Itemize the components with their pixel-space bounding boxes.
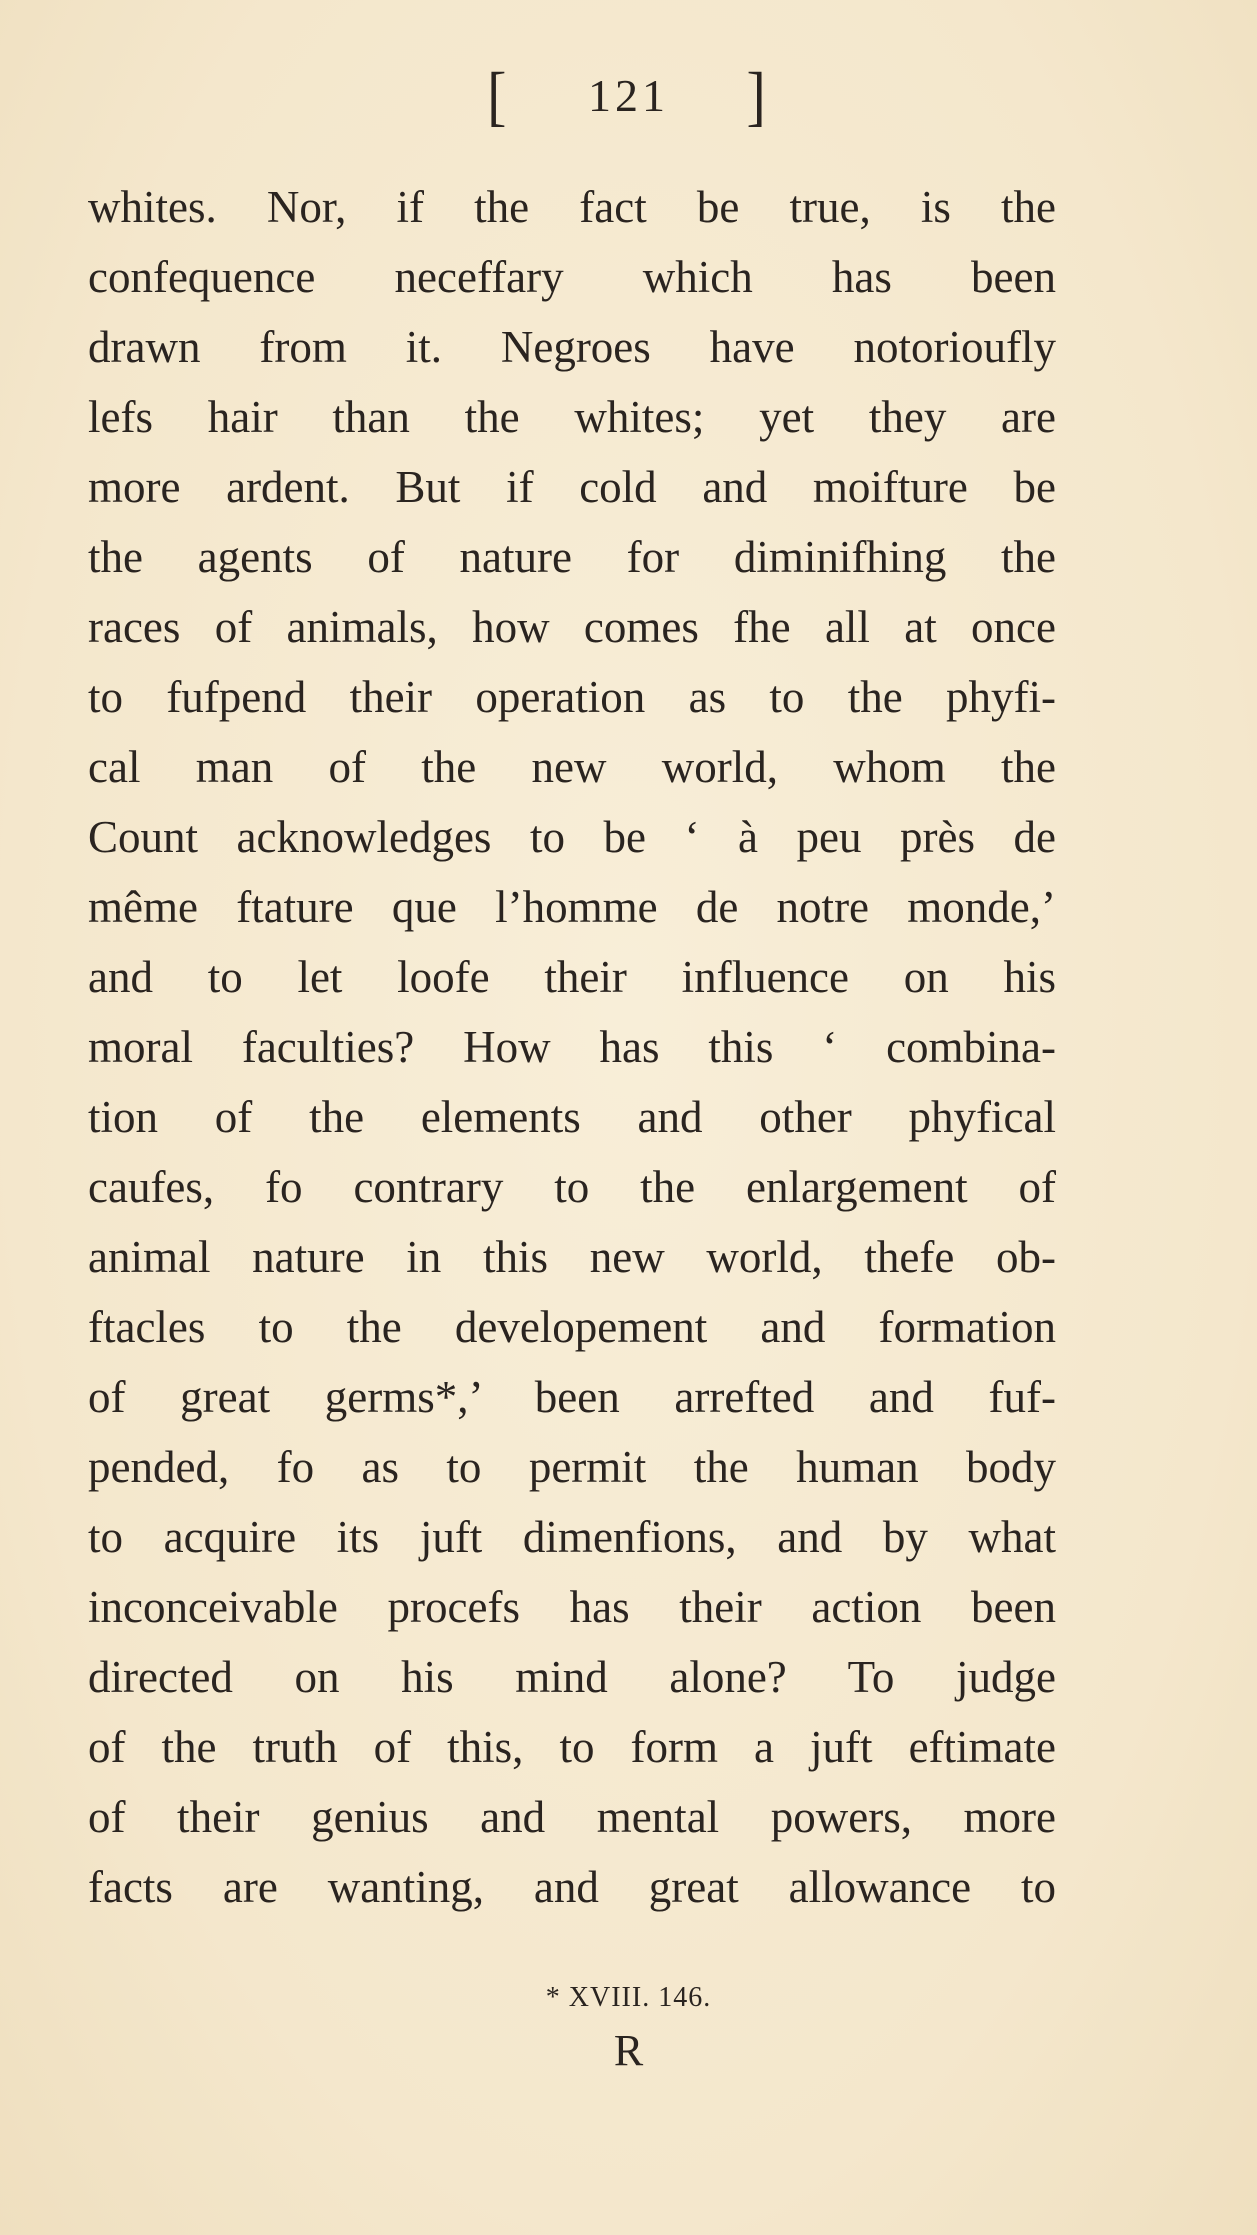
text-line: races of animals, how comes fhe all at once [88, 602, 1056, 652]
page-header [0, 58, 1257, 133]
text-line: ftacles to the developement and formation [88, 1302, 1056, 1352]
signature-mark: R [613, 2026, 644, 2075]
text-line: to fufpend their operation as to the phyfi- [88, 672, 1056, 722]
page-number: 121 [588, 70, 669, 121]
text-line: drawn from it. Negroes have notorioufly [88, 322, 1056, 372]
text-line: whites. Nor, if the fact be true, is the [88, 182, 1056, 232]
text-line: more ardent. But if cold and moifture be [88, 462, 1056, 512]
text-line: Count acknowledges to be ‘ à peu près de [88, 812, 1056, 862]
text-line: confequence neceffary which has been [88, 252, 1056, 302]
text-line: animal nature in this new world, thefe ob- [88, 1232, 1056, 1282]
text-line: tion of the elements and other phyfical [88, 1092, 1056, 1142]
text-line: inconceivable procefs has their action been [88, 1582, 1056, 1632]
text-line: caufes, fo contrary to the enlargement of [88, 1162, 1056, 1212]
text-line: facts are wanting, and great allowance to [88, 1862, 1056, 1912]
close-bracket: ] [746, 58, 770, 133]
body-text [88, 172, 1056, 1922]
text-line: cal man of the new world, whom the [88, 742, 1056, 792]
text-line: the agents of nature for diminifhing the [88, 532, 1056, 582]
text-line: of the truth of this, to form a juft eftimate [88, 1722, 1056, 1772]
text-line: and to let loofe their influence on his [88, 952, 1056, 1002]
open-bracket: [ [487, 58, 511, 133]
text-line: of their genius and mental powers, more [88, 1792, 1056, 1842]
text-line: to acquire its juft dimenfions, and by what [88, 1512, 1056, 1562]
text-line: pended, fo as to permit the human body [88, 1442, 1056, 1492]
text-line: moral faculties? How has this ‘ combina- [88, 1022, 1056, 1072]
text-line: lefs hair than the whites; yet they are [88, 392, 1056, 442]
text-line: of great germs*,’ been arrefted and fuf- [88, 1372, 1056, 1422]
footnote: * XVIII. 146. [545, 1982, 712, 2013]
text-line: même ftature que l’homme de notre monde,’ [88, 882, 1056, 932]
text-line: directed on his mind alone? To judge [88, 1652, 1056, 1702]
